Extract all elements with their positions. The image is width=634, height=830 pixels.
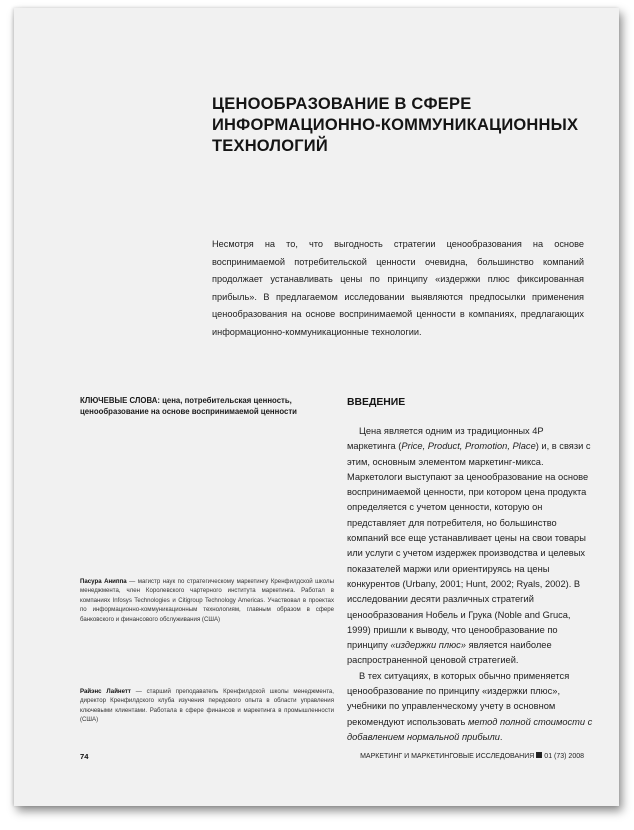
journal-name: МАРКЕТИНГ И МАРКЕТИНГОВЫЕ ИССЛЕДОВАНИЯ <box>360 753 535 760</box>
article-title: ЦЕНООБРАЗОВАНИЕ В СФЕРЕ ИНФОРМАЦИОННО-КОММУНИКАЦИОННЫХ ТЕХНОЛОГИЙ <box>212 95 579 155</box>
journal-page <box>14 8 619 806</box>
section-body <box>347 424 593 745</box>
author-note <box>80 687 334 725</box>
author-bio: — старший преподаватель Кренфилдской школы менеджмента, директор Кренфилдского клуба изучения передового опыта в области управления ключевыми клиентами. Работала в сфере финансов и маркетинга в промышленности (США) <box>80 688 334 724</box>
running-footer <box>360 752 584 760</box>
paragraph: Цена является одним из традиционных 4P маркетинга (Price, Product, Promotion, Place) и, в связи с этим, основным элементом маркетинг-микса. Маркетологи выступают за ценообразование на основе воспринимаемой ценности, при котором цена продукта определяется с учетом ценности, которую он представляет для потребителя, но большинство компаний все еще устанавливает цены на свои товары или услуги с учетом издержек производства и целевых показателей маржи или ориентируясь на цены конкурентов (Urbany, 2001; Hunt, 2002; Ryals, 2002). В исследовании десяти различных стратегий ценообразования Нобель и Грука (Noble and Gruca, 1999) пришли к выводу, что ценообразование по принципу «издержки плюс» является наиболее распространенной ценовой стратегией. <box>347 426 591 666</box>
issue-number: 01 (73) 2008 <box>544 753 584 760</box>
author-name: Пасура Аниппа <box>80 578 127 585</box>
author-name: Райэнс Лайнетт <box>80 688 131 695</box>
article-abstract: Несмотря на то, что выгодность стратегии ценообразования на основе воспринимаемой потребительской ценности очевидна, большинство компаний продолжает устанавливать цены по принципу «издержки плюс фиксированная прибыль». В предлагаемом исследовании выявляются предпосылки применения ценообразования на основе воспринимаемой ценности в компаниях, предлагающих информационно-коммуникационные технологии. <box>212 239 584 337</box>
page-number: 74 <box>80 752 89 761</box>
keywords: КЛЮЧЕВЫЕ СЛОВА: цена, потребительская ценность, ценообразование на основе воспринимаемой ценности <box>80 396 297 416</box>
square-separator-icon <box>536 752 542 758</box>
paragraph: В тех ситуациях, в которых обычно применяется ценообразование по принципу «издержки плюс», учебники по управленческому учету в основном рекомендуют использовать метод полной стоимости с добавлением нормальной прибыли. <box>347 670 593 742</box>
section-heading: ВВЕДЕНИЕ <box>347 397 406 408</box>
author-note <box>80 577 334 624</box>
author-bio: — магистр наук по стратегическому маркетингу Кренфилдской школы менеджмента, член Королевского чартерного института маркетинга. Работал в компаниях Infosys Technologies и Citigroup Technology Americas. Участвовал в проектах по информационно-коммуникационным технологиям, главным образом в сфере банковского и финансового обслуживания (США) <box>80 578 334 623</box>
